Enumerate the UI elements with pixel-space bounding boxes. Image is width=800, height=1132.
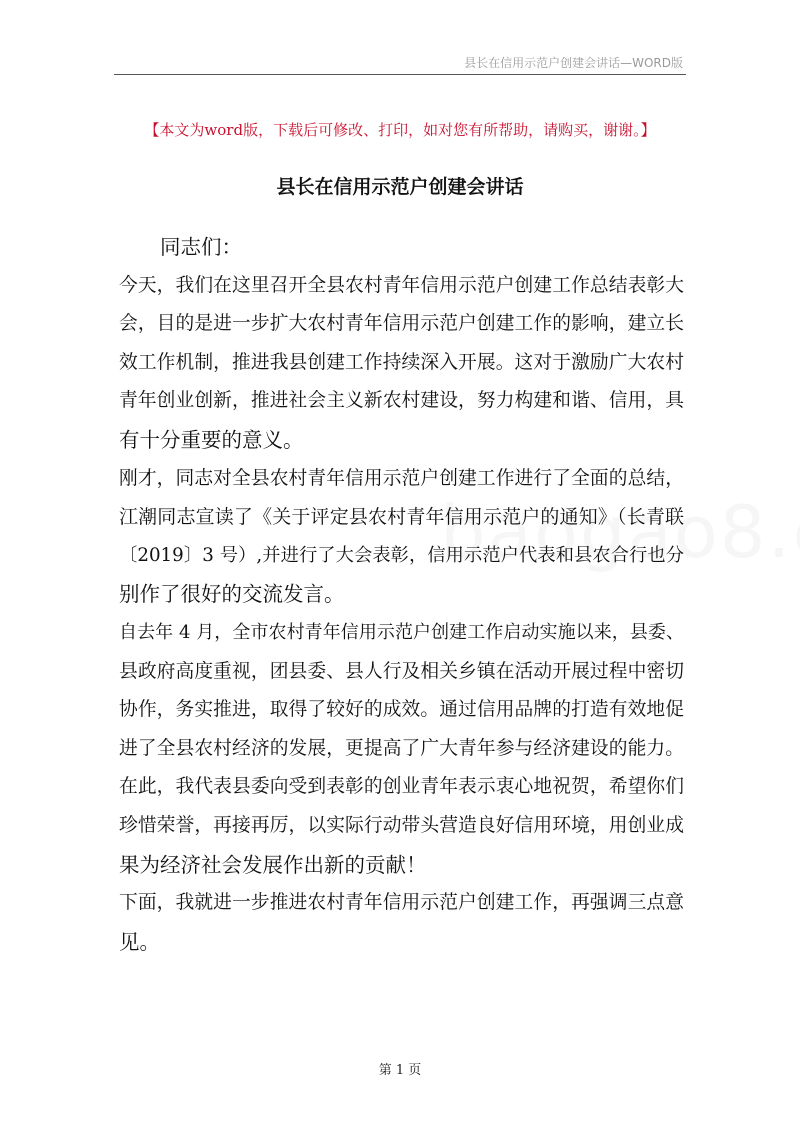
paragraph-line: 江潮同志宣读了《关于评定县农村青年信用示范户的通知》（长青联 bbox=[119, 506, 684, 529]
salutation: 同志们： bbox=[160, 235, 242, 259]
document-title: 县长在信用示范户创建会讲话 bbox=[276, 176, 524, 198]
running-header: 县长在信用示范户创建会讲话—WORD版 bbox=[464, 56, 683, 70]
paragraph-line: 有十分重要的意义。 bbox=[119, 427, 304, 452]
paragraph-line: 今天，我们在这里召开全县农村青年信用示范户创建工作总结表彰大 bbox=[119, 274, 684, 296]
paragraph-line: 青年创业创新，推进社会主义新农村建设，努力构建和谐、信用，具 bbox=[119, 390, 684, 412]
paragraph-line: 下面，我就进一步推进农村青年信用示范户创建工作，再强调三点意 bbox=[119, 892, 684, 914]
header-divider bbox=[114, 74, 686, 75]
paragraph-line: 〔2019〕3 号）,并进行了大会表彰，信用示范户代表和县农合行也分 bbox=[119, 544, 684, 566]
paragraph-line: 刚才，同志对全县农村青年信用示范户创建工作进行了全面的总结， bbox=[119, 467, 684, 489]
paragraph-line: 自去年 4 月，全市农村青年信用示范户创建工作启动实施以来，县委、 bbox=[119, 621, 684, 643]
paragraph-line: 县政府高度重视，团县委、县人行及相关乡镇在活动开展过程中密切 bbox=[119, 660, 684, 682]
paragraph-line: 效工作机制，推进我县创建工作持续深入开展。这对于激励广大农村 bbox=[119, 351, 684, 373]
paragraph-line: 进了全县农村经济的发展，更提高了广大青年参与经济建设的能力。 bbox=[119, 737, 684, 759]
paragraph-4 bbox=[119, 884, 684, 961]
paragraph-2 bbox=[119, 460, 684, 614]
paragraph-line: 别作了很好的交流发言。 bbox=[119, 582, 345, 607]
purchase-notice: 【本文为word版，下载后可修改、打印，如对您有所帮助，请购买，谢谢。】 bbox=[144, 121, 656, 139]
document-body bbox=[119, 228, 684, 961]
page-number: 第 1 页 bbox=[378, 1063, 422, 1078]
paragraph-line: 在此，我代表县委向受到表彰的创业青年表示衷心地祝贺，希望你们 bbox=[119, 776, 684, 798]
paragraph-line: 果为经济社会发展作出新的贡献！ bbox=[119, 852, 427, 877]
paragraph-line: 见。 bbox=[119, 929, 160, 954]
paragraph-line: 珍惜荣誉，再接再厉，以实际行动带头营造良好信用环境，用创业成 bbox=[119, 814, 684, 836]
paragraph-1 bbox=[119, 267, 684, 460]
paragraph-3 bbox=[119, 614, 684, 884]
paragraph-line: 协作，务实推进，取得了较好的成效。通过信用品牌的打造有效地促 bbox=[119, 699, 684, 721]
paragraph-line: 会，目的是进一步扩大农村青年信用示范户创建工作的影响，建立长 bbox=[119, 313, 684, 335]
